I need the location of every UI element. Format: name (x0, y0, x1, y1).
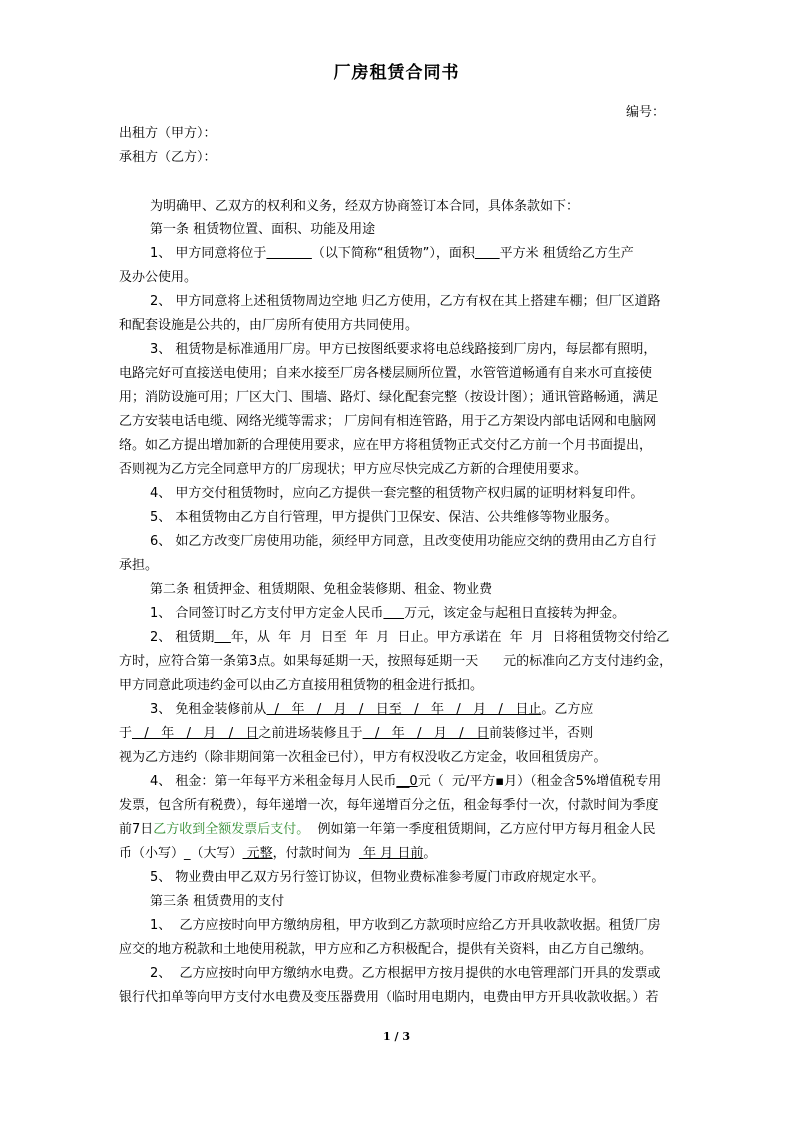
article-2-clause-4-cont: 发票，包含所有税费），每年递增一次，每年递增百分之伍，租金每季付一次，付款时间为季度 (119, 798, 659, 813)
article-2-clause-3 (150, 701, 593, 719)
article-2-heading: 第二条 租赁押金、租赁期限、免租金装修期、租金、物业费 (150, 582, 493, 597)
article-2-clause-1 (150, 605, 625, 623)
article-1-heading: 第一条 租赁物位置、面积、功能及用途 (150, 222, 376, 237)
text: 1、 甲方同意将位于 (150, 246, 267, 261)
article-1-clause-3-cont: 否则视为乙方完全同意甲方的厂房现状；甲方应尽快完成乙方新的合理使用要求。 (119, 462, 588, 477)
article-2-clause-4 (150, 773, 661, 791)
page-title: 厂房租赁合同书 (333, 63, 460, 83)
highlighted-text: 乙方收到全额发票后支付。 (153, 822, 310, 837)
article-1-clause-1 (150, 245, 634, 263)
text: 前装修过半，否则 (489, 726, 594, 741)
article-1-clause-4: 4、 甲方交付租赁物时，应向乙方提供一套完整的租赁物产权归属的证明材料复印件。 (150, 486, 644, 501)
text: 3、 免租金装修前从 (150, 702, 267, 717)
text: 2、 租赁期 (150, 630, 215, 645)
article-3-heading: 第三条 租赁费用的支付 (150, 894, 285, 909)
lessee-line: 承租方（乙方）： (119, 150, 217, 165)
article-1-clause-5: 5、 本租赁物由乙方自行管理，甲方提供门卫保安、保洁、公共维修等物业服务。 (150, 510, 618, 525)
rent-free-period-blank: / 年 / 月 / 日至 / 年 / 月 / 日止 (266, 702, 542, 717)
text: 年，从 年 月 日至 年 月 日止。甲方承诺在 年 月 日将租赁物交付给乙 (230, 630, 670, 645)
article-1-clause-3-cont: 络。如乙方提出增加新的合理使用要求，应在甲方将租赁物正式交付乙方前一个月书面提出， (119, 438, 653, 453)
text: 。乙方应 (541, 702, 594, 717)
intro-paragraph: 为明确甲、乙双方的权利和义务，经双方协商签订本合同，具体条款如下： (150, 199, 580, 214)
article-1-clause-2: 2、 甲方同意将上述租赁物周边空地 归乙方使用，乙方有权在其上搭建车棚；但厂区道路 (150, 294, 661, 309)
article-1-clause-6-cont: 承担。 (119, 558, 159, 573)
text: 于 (119, 726, 133, 741)
article-2-clause-5: 5、 物业费由甲乙双方另行签订协议，但物业费标准参考厦门市政府规定水平。 (150, 870, 605, 885)
text: 1、 合同签订时乙方支付甲方定金人民币 (150, 606, 384, 621)
article-1-clause-3-cont: 用；消防设施可用；厂区大门、围墙、路灯、绿化配套完整（按设计图）；通讯管路畅通，满足 (119, 390, 659, 405)
text: 之前进场装修且于 (258, 726, 363, 741)
rent-blank: __0 (396, 774, 418, 789)
article-2-clause-2-cont: 方时，应符合第一条第3点。如果每延期一天，按照每延期一天 元的标准向乙方支付违约金， (119, 654, 673, 669)
article-1-clause-6: 6、 如乙方改变厂房使用功能，须经甲方同意，且改变使用功能应交纳的费用由乙方自行 (150, 534, 657, 549)
page-number: 1 / 3 (383, 1030, 410, 1043)
half-renovation-date-blank: / 年 / 月 / 日 (362, 726, 490, 741)
article-1-clause-3-cont: 乙方安装电话电缆、网络光缆等需求； 厂房间有相连管路，用于乙方架设内部电话网和电脑网 (119, 414, 657, 429)
move-in-date-blank: / 年 / 月 / 日 (132, 726, 259, 741)
text: 币（小写）_（大写） (119, 846, 243, 861)
article-2-clause-2-cont: 甲方同意此项违约金可以由乙方直接用租赁物的租金进行抵扣。 (119, 678, 484, 693)
article-1-clause-3-cont: 电路完好可直接送电使用；自来水接至厂房各楼层厕所位置，水管管道畅通有自来水可直接使 (119, 366, 653, 381)
payment-date-blank: 年 月 日前 (358, 846, 424, 861)
text: 元（ 元/平方▪月）（租金含5%增值税专用 (417, 774, 662, 789)
text: 平方米 租赁给乙方生产 (499, 246, 634, 261)
text: 例如第一年第一季度租赁期间，乙方应付甲方每月租金人民 (309, 822, 656, 837)
article-1-clause-2-cont: 和配套设施是公共的，由厂房所有使用方共同使用。 (119, 318, 419, 333)
article-1-clause-3: 3、 租赁物是标准通用厂房。甲方已按图纸要求将电总线路接到厂房内，每层都有照明， (150, 342, 657, 357)
text: 。 (423, 846, 437, 861)
article-2-clause-3-cont (119, 725, 593, 743)
location-blank (266, 246, 311, 261)
article-3-clause-1-cont: 应交的地方税款和土地使用税款，甲方应和乙方积极配合，提供有关资料，由乙方自己缴纳。 (119, 942, 653, 957)
amount-blank: 元整 (242, 846, 273, 861)
text: 4、 租金：第一年每平方米租金每月人民币 (150, 774, 397, 789)
area-blank (475, 246, 500, 261)
text: 万元，该定金与起租日直接转为押金。 (404, 606, 626, 621)
article-2-clause-4-cont (119, 821, 656, 839)
text: ，付款时间为 (272, 846, 359, 861)
text: 前7日 (119, 822, 154, 837)
article-2-clause-2 (150, 629, 669, 647)
article-3-clause-1: 1、 乙方应按时向甲方缴纳房租，甲方收到乙方款项时应给乙方开具收款收据。租赁厂房 (150, 918, 661, 933)
article-3-clause-2: 2、 乙方应按时向甲方缴纳水电费。乙方根据甲方按月提供的水电管理部门开具的发票或 (150, 966, 661, 981)
article-3-clause-2-cont: 银行代扣单等向甲方支付水电费及变压器费用（临时用电期内，电费由甲方开具收款收据。）若 (119, 990, 659, 1005)
lessor-line: 出租方（甲方）： (119, 126, 217, 141)
article-2-clause-4-cont (119, 845, 436, 863)
document-number-label: 编号： (626, 105, 666, 120)
article-2-clause-3-cont: 视为乙方违约（除非期间第一次租金已付），甲方有权没收乙方定金，收回租赁房产。 (119, 750, 607, 765)
article-1-clause-1-cont: 及办公使用。 (119, 270, 198, 285)
term-blank (214, 630, 231, 645)
text: （以下简称“租赁物”），面积 (311, 246, 475, 261)
deposit-blank (383, 606, 404, 621)
